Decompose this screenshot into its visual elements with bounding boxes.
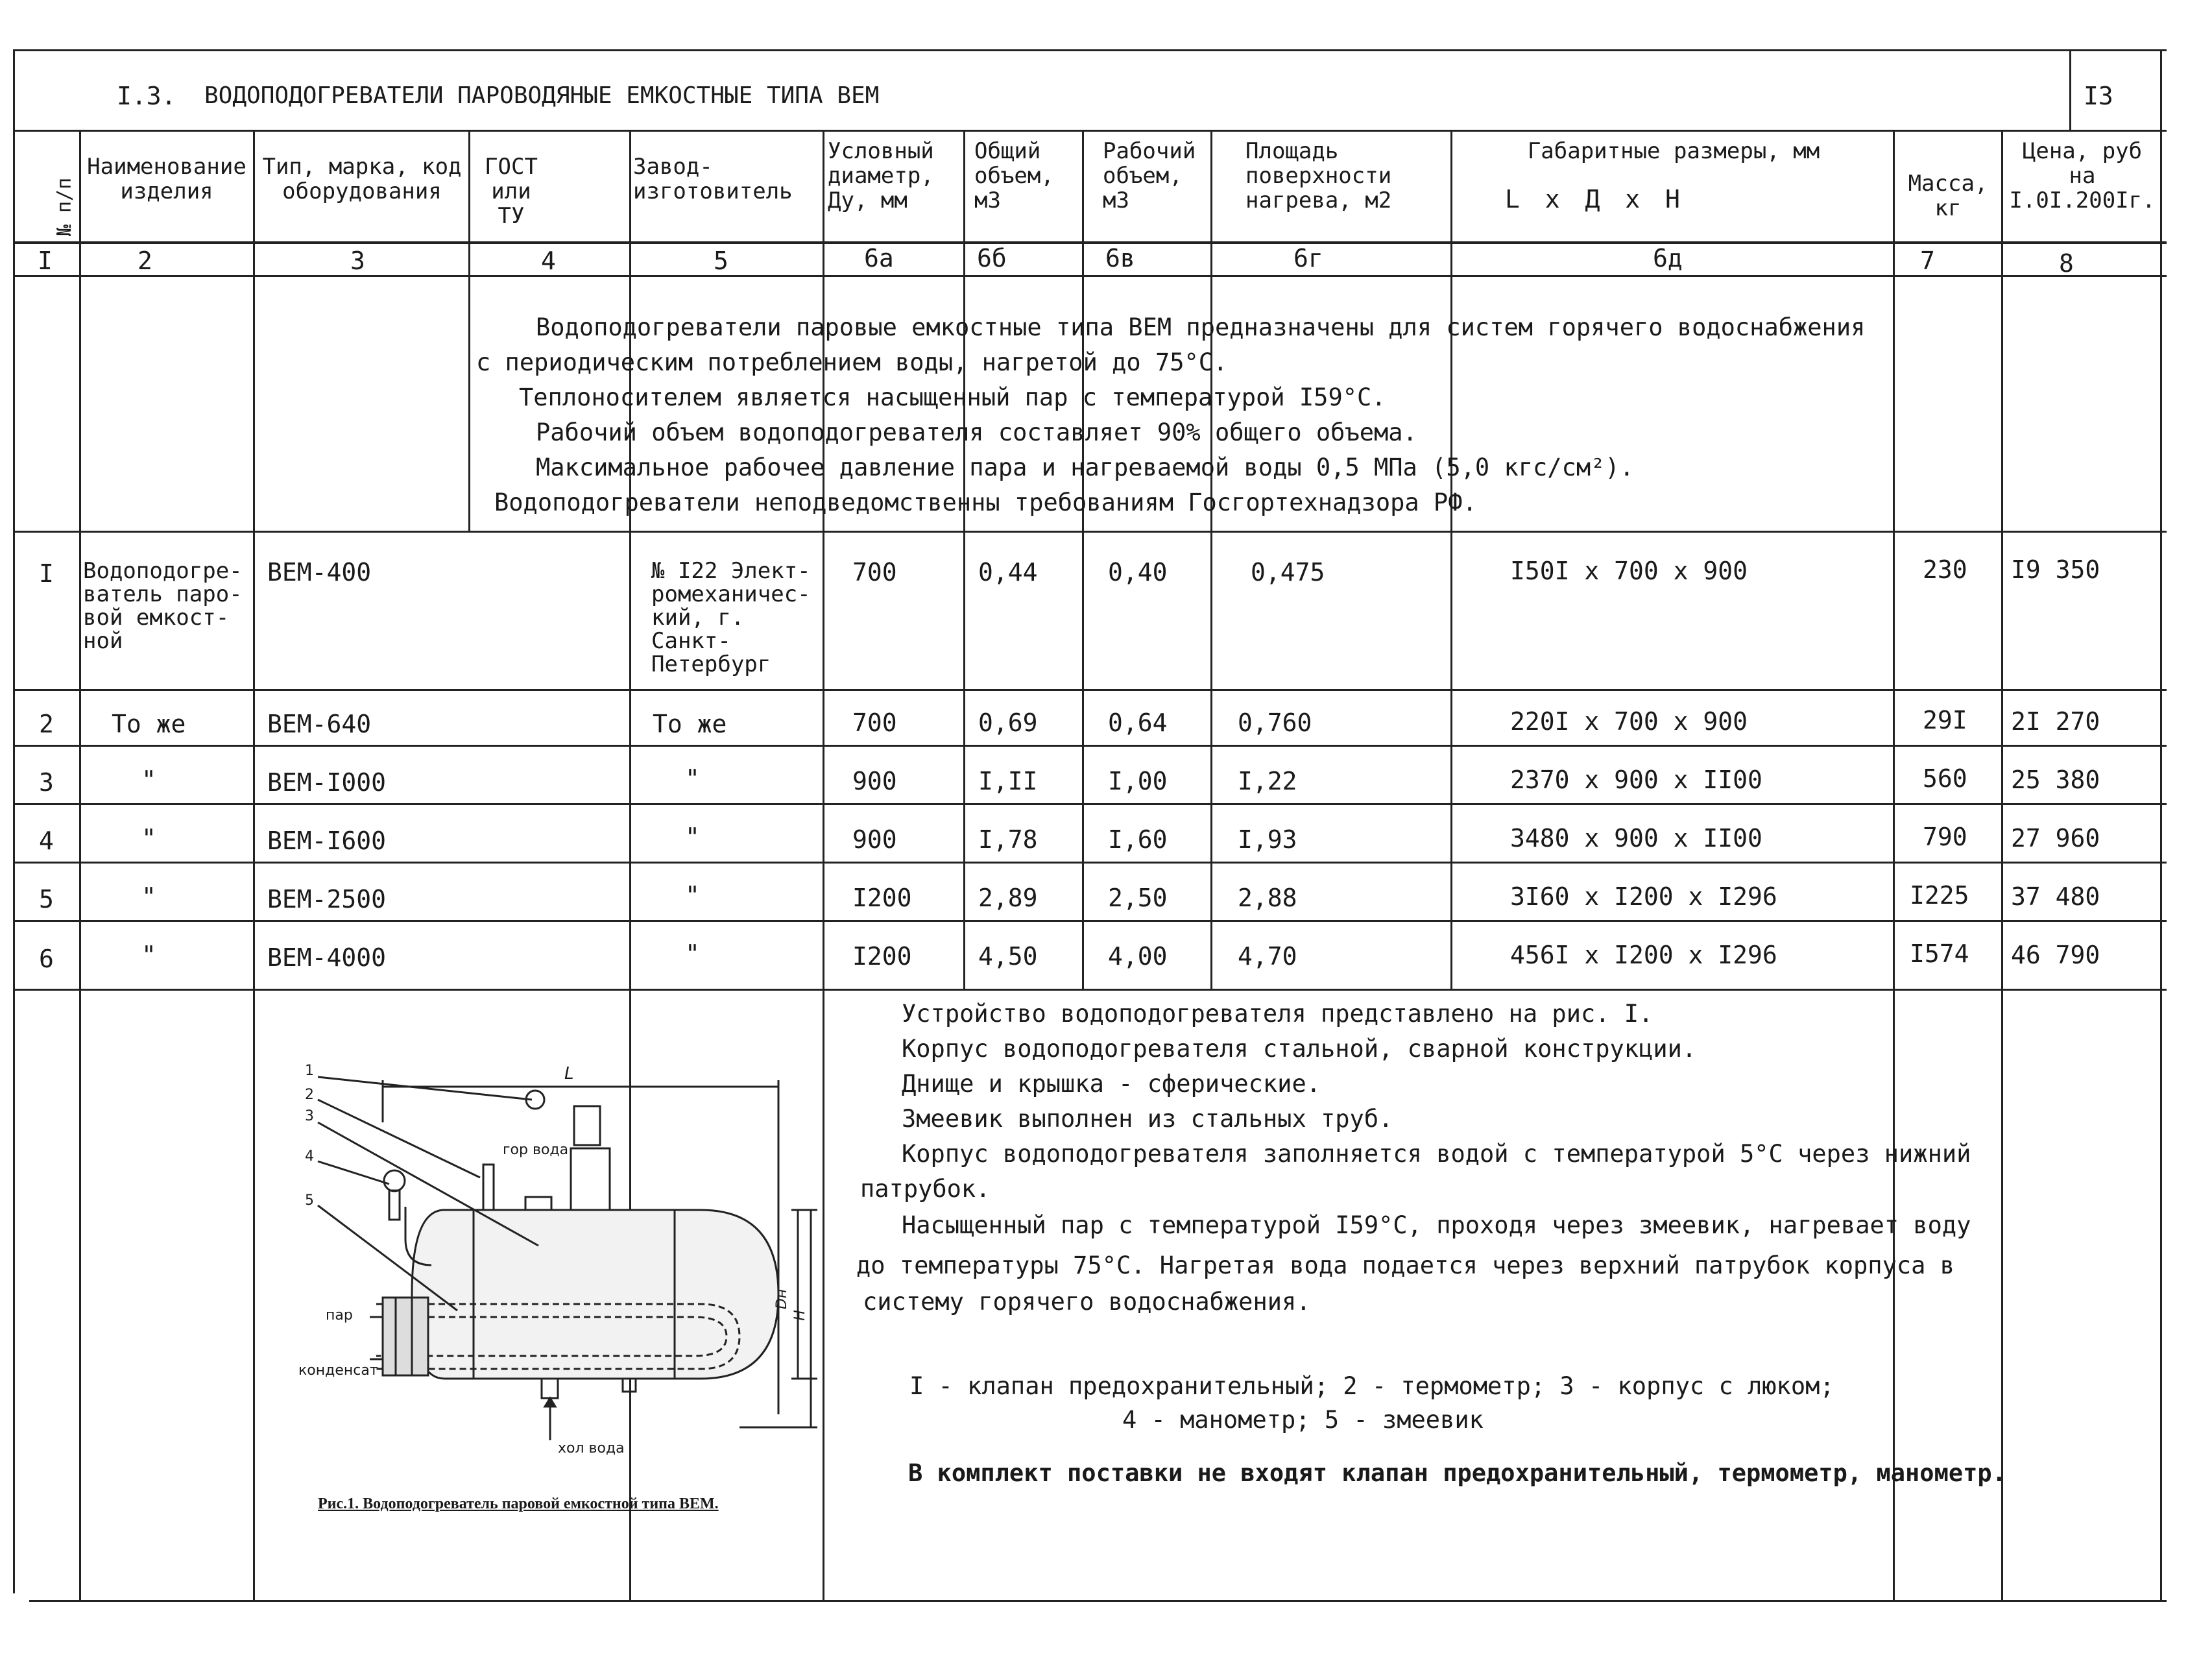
row4-type: ВЕМ-I600 <box>267 827 387 855</box>
row1-rule <box>13 689 2167 691</box>
top-border <box>13 49 2167 51</box>
row6-area: 4,70 <box>1238 942 1297 971</box>
col-number-6d: 6д <box>1653 244 1683 272</box>
section-title: ВОДОПОДОГРЕВАТЕЛИ ПАРОВОДЯНЫЕ ЕМКОСТНЫЕ ТИПА ВЕМ <box>204 82 880 109</box>
row5-rule <box>13 920 2167 922</box>
row4-maker: " <box>685 823 700 851</box>
row2-no: 2 <box>39 710 54 738</box>
row2-diam: 700 <box>852 708 897 737</box>
row4-total-vol: I,78 <box>978 825 1038 854</box>
row4-name: " <box>141 824 156 852</box>
row2-maker: То же <box>653 710 727 738</box>
row1-maker: № I22 Элект- ромеханичес- кий, г. Санкт- Петербург <box>651 558 811 677</box>
row6-rule <box>13 989 2167 991</box>
row3-dims: 2370 x 900 x II00 <box>1510 766 1762 794</box>
figure-label-condensate: конденсат <box>298 1362 378 1379</box>
row6-diam: I200 <box>852 942 912 971</box>
left-border <box>13 49 15 1593</box>
figure-heater-diagram <box>285 1051 830 1518</box>
col-header-dims: Габаритные размеры, мм <box>1527 138 1820 164</box>
row3-total-vol: I,II <box>978 767 1038 795</box>
col-header-name: Наименование изделия <box>87 154 246 204</box>
row2-total-vol: 0,69 <box>978 708 1038 737</box>
figure-label-cold-water: хол вода <box>558 1440 625 1456</box>
row1-name: Водоподогре- ватель паро- вой емкост- ной <box>83 558 243 654</box>
intro-line-6: Водоподогреватели неподведомственны требованиям Госгортехнадзора РФ. <box>494 489 1477 516</box>
row6-name: " <box>141 941 156 969</box>
right-border <box>2160 49 2162 1600</box>
col-number-6v: 6в <box>1105 244 1135 272</box>
page-number-divider <box>2069 49 2071 130</box>
row6-total-vol: 4,50 <box>978 942 1038 971</box>
row5-work-vol: 2,50 <box>1108 884 1168 912</box>
row2-name: То же <box>112 710 186 738</box>
col-sep-2 <box>253 130 255 1600</box>
col-number-6a: 6а <box>864 244 894 272</box>
figure-label-h: H <box>791 1310 808 1321</box>
row6-type: ВЕМ-4000 <box>267 943 387 972</box>
legend-line-2: 4 - манометр; 5 - змеевик <box>1122 1406 1484 1434</box>
row1-mass: 230 <box>1923 555 1967 584</box>
row5-type: ВЕМ-2500 <box>267 885 387 913</box>
row3-work-vol: I,00 <box>1108 767 1168 795</box>
col-header-work-vol: Рабочий объем, м3 <box>1103 138 1196 213</box>
row1-diam: 700 <box>852 558 897 586</box>
row2-price: 2I 270 <box>2011 707 2100 736</box>
intro-line-5: Максимальное рабочее давление пара и нагреваемой воды 0,5 МПа (5,0 кгс/см²). <box>536 453 1634 481</box>
col-header-price: Цена, руб на I.0I.200Iг. <box>2009 138 2156 213</box>
row6-mass: I574 <box>1910 939 1969 968</box>
row2-rule <box>13 745 2167 747</box>
desc-line-5: Корпус водоподогревателя заполняется водой с температурой 5°С через нижний <box>902 1140 1971 1168</box>
row6-price: 46 790 <box>2011 941 2100 969</box>
col-header-area: Площадь поверхности нагрева, м2 <box>1245 138 1392 213</box>
row5-price: 37 480 <box>2011 882 2100 911</box>
row1-work-vol: 0,40 <box>1108 558 1168 586</box>
figure-caption: Рис.1. Водоподогреватель паровой емкостной типа ВЕМ. <box>318 1495 719 1512</box>
desc-line-7: Насыщенный пар с температурой I59°С, проходя через змеевик, нагревает воду <box>902 1211 1971 1239</box>
col-number-6b: 6б <box>977 244 1007 272</box>
desc-line-1: Устройство водоподогревателя представлено на рис. I. <box>902 1000 1653 1028</box>
row2-type: ВЕМ-640 <box>267 710 372 738</box>
desc-line-8: до температуры 75°С. Нагретая вода подается через верхний патрубок корпуса в <box>856 1251 1954 1279</box>
row1-dims: I50I x 700 x 900 <box>1510 557 1748 585</box>
header-bottom-border <box>13 130 2167 132</box>
col-number-1: I <box>38 247 53 275</box>
desc-line-6: патрубок. <box>860 1175 991 1203</box>
row2-mass: 29I <box>1923 706 1967 734</box>
col-header-type: Тип, марка, код оборудования <box>262 154 462 204</box>
col-number-3: 3 <box>350 247 365 275</box>
row2-work-vol: 0,64 <box>1108 708 1168 737</box>
row3-maker: " <box>685 764 700 793</box>
row1-price: I9 350 <box>2011 555 2100 584</box>
row4-price: 27 960 <box>2011 824 2100 852</box>
row3-price: 25 380 <box>2011 766 2100 794</box>
row5-diam: I200 <box>852 884 912 912</box>
row1-type: ВЕМ-400 <box>267 558 372 586</box>
row6-maker: " <box>685 939 700 968</box>
col-number-7: 7 <box>1920 247 1935 275</box>
col-sep-8 <box>1210 130 1212 989</box>
col-header-maker: Завод- изготовитель <box>633 154 793 204</box>
col-sep-3 <box>468 130 470 531</box>
col-number-6g: 6г <box>1293 244 1323 272</box>
intro-line-2: с периодическим потреблением воды, нагретой до 75°С. <box>476 348 1228 376</box>
figure-label-5: 5 <box>305 1192 314 1209</box>
figure-label-dn: Dн <box>774 1288 791 1310</box>
row2-area: 0,760 <box>1238 708 1312 737</box>
row3-mass: 560 <box>1923 764 1967 793</box>
desc-line-3: Днище и крышка - сферические. <box>902 1070 1321 1098</box>
figure-label-1: 1 <box>305 1063 314 1079</box>
col-header-gost: ГОСТ или ТУ <box>485 154 538 229</box>
intro-line-3: Теплоносителем является насыщенный пар с температурой I59°С. <box>519 383 1386 411</box>
legend-line-1: I - клапан предохранительный; 2 - термометр; 3 - корпус с люком; <box>909 1372 1834 1400</box>
row4-no: 4 <box>39 827 54 855</box>
col-header-diam: Условный диаметр, Ду, мм <box>828 138 934 213</box>
figure-label-hot-water: гор вода <box>503 1142 569 1158</box>
col-sep-6 <box>963 130 965 989</box>
row5-total-vol: 2,89 <box>978 884 1038 912</box>
col-sep-7 <box>1082 130 1084 989</box>
row3-no: 3 <box>39 768 54 797</box>
bottom-border <box>29 1600 2167 1602</box>
col-sep-11 <box>2001 130 2003 1600</box>
col-number-2: 2 <box>138 247 152 275</box>
column-header-rule <box>13 241 2167 244</box>
row6-no: 6 <box>39 945 54 973</box>
row5-no: 5 <box>39 885 54 913</box>
supply-note: В комплект поставки не входят клапан предохранительный, термометр, манометр. <box>908 1459 2006 1487</box>
figure-label-L: L <box>564 1064 574 1083</box>
row4-rule <box>13 862 2167 864</box>
row3-name: " <box>141 766 156 794</box>
col-header-total-vol: Общий объем, м3 <box>974 138 1054 213</box>
col-sep-9 <box>1450 130 1452 989</box>
row3-rule <box>13 803 2167 805</box>
col-header-dims-formula: L x Д x Н <box>1505 185 1685 213</box>
row6-dims: 456I x I200 x I296 <box>1510 941 1777 969</box>
row4-work-vol: I,60 <box>1108 825 1168 854</box>
row5-area: 2,88 <box>1238 884 1297 912</box>
row1-area: 0,475 <box>1251 558 1325 586</box>
intro-line-1: Водоподогреватели паровые емкостные типа ВЕМ предназначены для систем горячего водоснабжения <box>536 313 1866 341</box>
row5-dims: 3I60 x I200 x I296 <box>1510 882 1777 911</box>
col-number-8: 8 <box>2059 249 2074 278</box>
intro-line-4: Рабочий объем водоподогревателя составляет 90% общего объема. <box>536 418 1417 446</box>
row4-dims: 3480 x 900 x II00 <box>1510 824 1762 852</box>
desc-line-4: Змеевик выполнен из стальных труб. <box>902 1105 1393 1133</box>
column-number-rule <box>13 275 2167 277</box>
col-number-4: 4 <box>541 247 556 275</box>
row3-type: ВЕМ-I000 <box>267 768 387 797</box>
row3-diam: 900 <box>852 767 897 795</box>
row5-name: " <box>141 882 156 911</box>
col-header-no: № п/п <box>53 177 76 237</box>
intro-bottom-rule <box>13 531 2167 533</box>
row5-mass: I225 <box>1910 881 1969 910</box>
col-sep-1 <box>79 130 81 1600</box>
page-number: I3 <box>2084 82 2113 110</box>
row1-total-vol: 0,44 <box>978 558 1038 586</box>
row5-maker: " <box>685 881 700 910</box>
desc-line-2: Корпус водоподогревателя стальной, сварной конструкции. <box>902 1035 1697 1063</box>
figure-label-2: 2 <box>305 1087 314 1103</box>
row4-area: I,93 <box>1238 825 1297 854</box>
row4-mass: 790 <box>1923 823 1967 851</box>
figure-label-steam: пар <box>326 1307 353 1324</box>
figure-label-4: 4 <box>305 1148 314 1165</box>
desc-line-9: систему горячего водоснабжения. <box>863 1288 1311 1316</box>
row4-diam: 900 <box>852 825 897 854</box>
col-header-mass: Масса, кг <box>1908 171 1988 221</box>
row2-dims: 220I x 700 x 900 <box>1510 707 1748 736</box>
row1-no: I <box>39 559 54 588</box>
col-number-5: 5 <box>714 247 728 275</box>
row6-work-vol: 4,00 <box>1108 942 1168 971</box>
row3-area: I,22 <box>1238 767 1297 795</box>
figure-label-3: 3 <box>305 1108 314 1124</box>
col-sep-10 <box>1893 130 1895 1600</box>
section-number: I.3. <box>117 82 176 110</box>
